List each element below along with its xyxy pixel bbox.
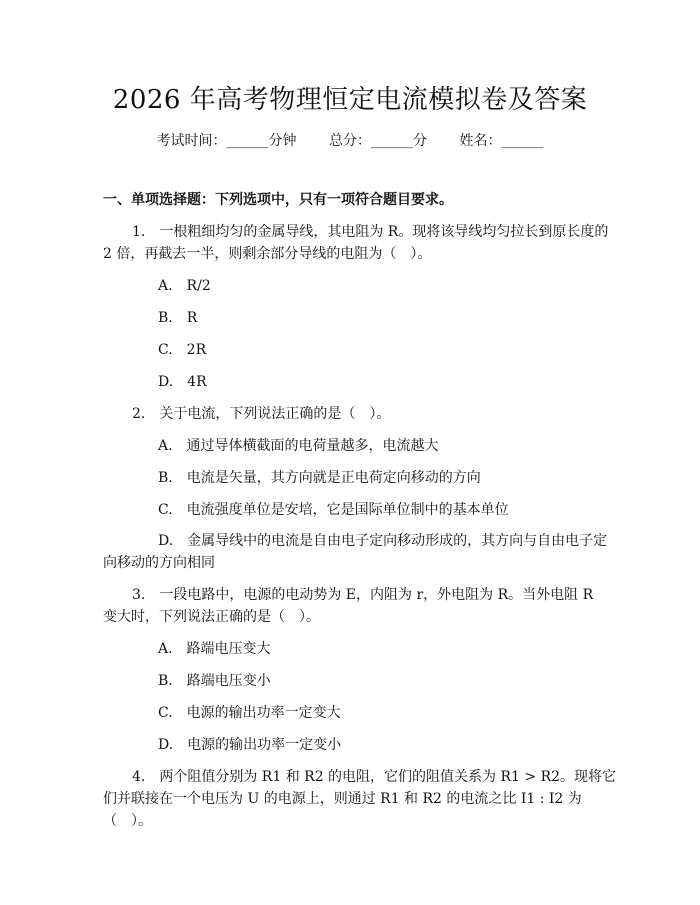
question-1-option-a: A. R/2 [158,278,211,294]
question-2-option-a: A. 通过导体横截面的电荷量越多，电流越大 [158,438,439,454]
document-title: 2026 年高考物理恒定电流模拟卷及答案 [112,85,588,115]
question-2-option-d-continued: 向移动的方向相同 [103,555,215,571]
total-score-field: 总分：______分 [329,133,427,149]
question-3-line-1: 3. 一段电路中，电源的电动势为 E，内阻为 r，外电阻为 R。当外电阻 R [132,587,594,603]
question-1-line-2: 2 倍，再截去一半，则剩余部分导线的电阻为（ ）。 [103,246,432,262]
question-2-line-1: 2. 关于电流，下列说法正确的是（ ）。 [132,406,391,422]
student-name-field: 姓名：______ [459,133,544,149]
question-1-option-d: D. 4R [158,374,207,390]
question-2-option-c: C. 电流强度单位是安培，它是国际单位制中的基本单位 [158,502,509,518]
question-2-option-b: B. 电流是矢量，其方向就是正电荷定向移动的方向 [158,470,481,486]
question-3-line-2: 变大时，下列说法正确的是（ ）。 [103,609,320,625]
question-4-line-1: 4. 两个阻值分别为 R1 和 R2 的电阻，它们的阻值关系为 R1 > R2。现将它 [132,769,617,785]
section-heading: 一、单项选择题：下列选项中，只有一项符合题目要求。 [103,192,453,208]
question-3-option-d: D. 电源的输出功率一定变小 [158,737,342,753]
question-2-option-d: D. 金属导线中的电流是自由电子定向移动形成的，其方向与自由电子定 [158,533,608,549]
exam-time-field: 考试时间：______分钟 [156,133,297,149]
question-3-option-b: B. 路端电压变小 [158,673,271,689]
exam-meta [0,131,700,151]
question-4-line-2: 们并联接在一个电压为 U 的电源上，则通过 R1 和 R2 的电流之比 I1 : I2 为 [103,791,582,807]
question-1-line-1: 1. 一根粗细均匀的金属导线，其电阻为 R。现将该导线均匀拉长到原长度的 [132,224,609,240]
question-1-option-b: B. R [158,310,198,326]
question-1-option-c: C. 2R [158,342,207,358]
question-3-option-a: A. 路端电压变大 [158,641,271,657]
question-3-option-c: C. 电源的输出功率一定变大 [158,705,341,721]
question-4-line-3: （ ）。 [103,813,152,829]
